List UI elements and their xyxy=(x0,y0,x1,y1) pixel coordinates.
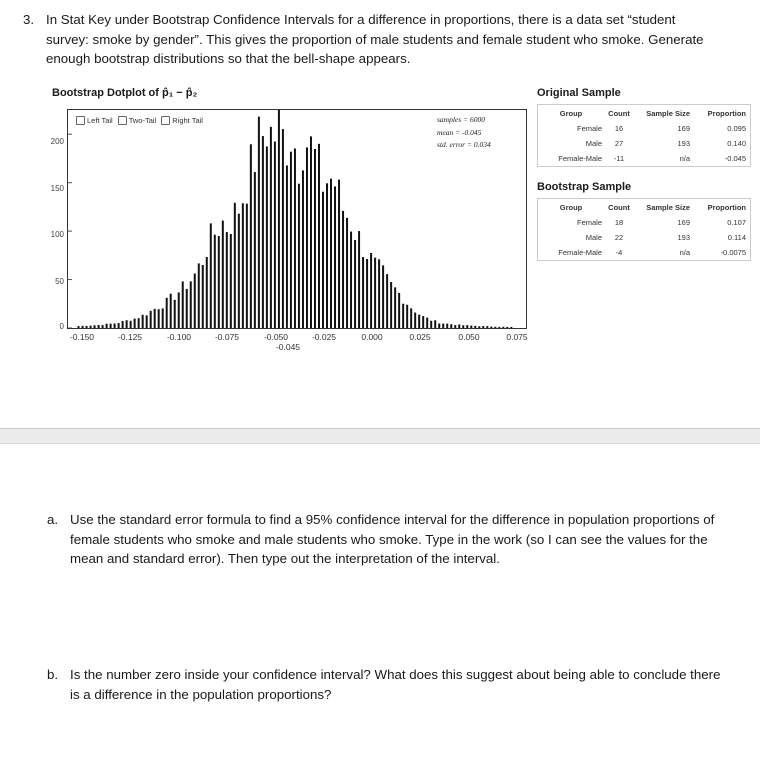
dotplot-bar xyxy=(494,327,496,328)
dotplot-bar xyxy=(506,327,508,328)
section-divider xyxy=(0,428,760,444)
x-tick-label: -0.075 xyxy=(214,332,240,342)
table-row xyxy=(538,245,750,260)
dotplot-bar xyxy=(474,326,476,328)
dotplot-bar xyxy=(322,192,324,328)
dotplot-bar xyxy=(290,152,292,328)
dotplot-bar xyxy=(466,325,468,328)
dotplot-bar xyxy=(154,309,156,328)
dotplot-bar xyxy=(226,232,228,328)
dotplot-bar xyxy=(142,315,144,328)
dotplot-bar xyxy=(274,142,276,328)
dotplot-bar xyxy=(150,311,152,328)
mean-stat: mean = -0.045 xyxy=(437,127,482,137)
dotplot-bar xyxy=(462,325,464,328)
dotplot-bar xyxy=(434,320,436,328)
y-tick-label: 150 xyxy=(50,184,64,193)
question-3-text: In Stat Key under Bootstrap Confidence Intervals for a difference in proportions, there is a data set “student survey: smoke by gender”. This gives the proportion of male students and female student who smoke. Generate enough bootstrap distributions so that the bell-shape appears. xyxy=(46,12,704,66)
bootstrap-sample-table xyxy=(537,198,751,261)
table-row xyxy=(538,136,750,151)
dotplot-bar xyxy=(230,234,232,328)
dotplot-bar xyxy=(234,203,236,328)
dotplot-bar xyxy=(454,325,456,328)
cell-group: Male xyxy=(585,139,602,148)
dotplot-bar xyxy=(94,325,96,328)
dotplot-bar xyxy=(478,326,480,328)
table-row xyxy=(538,121,750,136)
header-proportion: Proportion xyxy=(707,202,746,212)
cell-group: Male xyxy=(585,233,602,242)
dotplot-bar xyxy=(286,165,288,328)
question-a-text: Use the standard error formula to find a 95% confidence interval for the difference in population proportions of female students who smoke and male students who smoke. Type in the work (so I can see the values for the mean and standard error). Then type out the interpretation of the interval. xyxy=(70,512,715,566)
dotplot-bar xyxy=(386,274,388,328)
original-sample-table xyxy=(537,104,751,167)
dotplot-bar xyxy=(210,223,212,328)
dotplot-bar xyxy=(342,211,344,328)
dotplot-bar xyxy=(414,313,416,328)
dotplot-bar xyxy=(246,204,248,328)
dotplot-bar xyxy=(162,308,164,328)
dotplot-bar xyxy=(502,327,504,328)
cell-sample-size: n/a xyxy=(679,154,690,163)
dotplot-bar xyxy=(310,136,312,328)
dotplot-bar xyxy=(362,257,364,328)
checkbox-icon[interactable] xyxy=(76,116,85,125)
table-header-row xyxy=(538,199,750,215)
two-tail-label: Two-Tail xyxy=(128,116,157,125)
table-row xyxy=(538,215,750,230)
cell-count: -11 xyxy=(613,154,625,163)
cell-group: Female xyxy=(576,218,602,227)
dotplot-bar xyxy=(278,110,280,328)
dotplot-bar xyxy=(298,184,300,328)
dotplot-bar xyxy=(330,179,332,328)
header-sample-size: Sample Size xyxy=(646,202,690,212)
dotplot-bar xyxy=(166,298,168,328)
cell-proportion: 0.140 xyxy=(727,139,746,148)
cell-proportion: -0.0075 xyxy=(720,248,746,257)
y-tick-label: 0 xyxy=(59,322,64,331)
dotplot-bar xyxy=(262,136,264,328)
dotplot-bar xyxy=(146,315,148,328)
dotplot-bar xyxy=(202,265,204,328)
x-tick-label: 0.000 xyxy=(361,332,383,342)
dotplot-bar xyxy=(250,144,252,328)
dotplot-bar xyxy=(334,186,336,328)
dotplot-bar xyxy=(326,183,328,328)
dotplot-bar xyxy=(314,149,316,328)
cell-count: 22 xyxy=(614,233,624,242)
question-b-letter: b. xyxy=(47,667,59,682)
dotplot-bar xyxy=(134,319,136,328)
y-tick-label: 100 xyxy=(50,230,64,239)
right-tail-label: Right Tail xyxy=(172,116,203,125)
dotplot-bar xyxy=(242,203,244,328)
cell-sample-size: 169 xyxy=(677,124,690,133)
dotplot-bar xyxy=(178,292,180,328)
std-error-stat: std. error = 0.034 xyxy=(437,140,491,149)
dotplot-bar xyxy=(406,305,408,328)
dotplot-bar xyxy=(206,257,208,328)
dotplot-bar xyxy=(370,253,372,328)
x-tick-label: 0.050 xyxy=(458,332,480,342)
samples-stat: samples = 6000 xyxy=(437,115,485,124)
table-header-row xyxy=(538,105,750,121)
dotplot-bar xyxy=(238,214,240,328)
dotplot-bar xyxy=(306,147,308,328)
dotplot-bar xyxy=(422,316,424,328)
bootstrap-sample-title: Bootstrap Sample xyxy=(537,181,632,193)
dotplot-bar xyxy=(338,180,340,328)
dotplot-bar xyxy=(222,221,224,328)
dotplot-bar xyxy=(170,294,172,328)
dotplot-bar xyxy=(138,318,140,328)
dotplot-bar xyxy=(430,321,432,328)
dotplot-bar xyxy=(106,324,108,328)
dotplot-bar xyxy=(382,265,384,328)
dotplot-bar xyxy=(114,324,116,328)
header-count: Count xyxy=(608,108,630,118)
question-b-text: Is the number zero inside your confidence interval? What does this suggest about being able to conclude there is a difference in the population proportions? xyxy=(70,667,721,702)
dotplot-bar xyxy=(302,170,304,328)
dotplot-bar xyxy=(394,287,396,328)
header-group: Group xyxy=(559,108,583,118)
x-tick-label: 0.025 xyxy=(409,332,431,342)
x-tick-label: -0.150 xyxy=(69,332,95,342)
dotplot-bar xyxy=(366,259,368,328)
cell-proportion: 0.114 xyxy=(727,233,746,242)
dotplot-bar xyxy=(294,148,296,328)
dotplot-bar xyxy=(174,300,176,328)
dotplot-bar xyxy=(374,258,376,328)
dotplot-bar xyxy=(450,324,452,328)
dotplot-bar xyxy=(122,321,124,328)
cell-proportion: -0.045 xyxy=(724,154,746,163)
cell-count: -4 xyxy=(615,248,623,257)
dotplot-bar xyxy=(82,326,84,328)
dotplot-bar xyxy=(270,127,272,328)
dotplot-bar xyxy=(470,326,472,328)
dotplot-bar xyxy=(86,326,88,328)
dotplot-bar xyxy=(190,281,192,328)
dotplot-bar xyxy=(410,308,412,328)
x-tick-label: -0.100 xyxy=(166,332,192,342)
right-tail-checkbox[interactable] xyxy=(161,116,203,125)
dotplot-bar xyxy=(130,321,132,328)
dotplot-bar xyxy=(158,309,160,328)
cell-sample-size: 193 xyxy=(677,233,690,242)
dotplot-bar xyxy=(110,324,112,328)
dotplot-bar xyxy=(378,259,380,328)
cell-group: Female xyxy=(576,124,602,133)
dotplot-bar xyxy=(182,281,184,328)
cell-proportion: 0.107 xyxy=(727,218,746,227)
x-tick-label: 0.075 xyxy=(506,332,528,342)
cell-group: Female-Male xyxy=(558,154,602,163)
dotplot-bar xyxy=(350,232,352,328)
left-tail-label: Left Tail xyxy=(87,116,113,125)
question-3-number: 3. xyxy=(23,12,35,27)
dotplot-bar xyxy=(510,327,512,328)
question-a-letter: a. xyxy=(47,512,59,527)
dotplot-bar xyxy=(118,323,120,328)
dotplot-bar xyxy=(218,236,220,328)
dotplot-bar xyxy=(418,315,420,328)
summary-stats xyxy=(437,114,491,152)
dotplot-bar xyxy=(186,289,188,328)
dotplot-bar xyxy=(398,293,400,328)
cell-sample-size: 169 xyxy=(677,218,690,227)
dotplot-bar xyxy=(458,324,460,328)
table-row xyxy=(538,151,750,166)
dotplot-bar xyxy=(282,129,284,328)
dotplot-bar xyxy=(358,231,360,328)
header-count: Count xyxy=(608,202,630,212)
cell-count: 16 xyxy=(614,124,624,133)
dotplot-bar xyxy=(214,235,216,328)
dotplot-bar xyxy=(102,325,104,328)
dotplot-bar xyxy=(438,324,440,328)
dotplot-bar xyxy=(402,304,404,328)
dotplot-bar xyxy=(486,326,488,328)
header-sample-size: Sample Size xyxy=(646,108,690,118)
checkbox-icon[interactable] xyxy=(161,116,170,125)
dotplot-bar xyxy=(90,326,92,328)
dotplot-bar xyxy=(258,117,260,328)
left-tail-checkbox[interactable] xyxy=(76,116,113,125)
cell-group: Female-Male xyxy=(558,248,602,257)
x-tick-label: -0.050 xyxy=(263,332,289,342)
dotplot-bar xyxy=(126,320,128,328)
cell-sample-size: n/a xyxy=(679,248,690,257)
dotplot-bar xyxy=(78,326,80,328)
tail-options xyxy=(76,116,203,125)
dotplot-bar xyxy=(426,318,428,328)
y-tick-label: 50 xyxy=(55,277,64,286)
dotplot-bar xyxy=(498,327,500,328)
dotplot-bar xyxy=(390,282,392,328)
dotplot-bar xyxy=(346,218,348,328)
checkbox-icon[interactable] xyxy=(118,116,127,125)
dotplot-bar xyxy=(266,146,268,328)
header-group: Group xyxy=(559,202,583,212)
mean-marker-label: -0.045 xyxy=(275,342,301,352)
cell-sample-size: 193 xyxy=(677,139,690,148)
dotplot-bar xyxy=(254,172,256,328)
y-tick-label: 200 xyxy=(50,137,64,146)
x-tick-label: -0.025 xyxy=(311,332,337,342)
dotplot-bar xyxy=(490,327,492,328)
dotplot-bar xyxy=(318,144,320,328)
cell-count: 27 xyxy=(614,139,624,148)
dotplot-bar xyxy=(446,324,448,328)
dotplot-bar xyxy=(482,326,484,328)
original-sample-title: Original Sample xyxy=(537,87,621,99)
x-tick-label: -0.125 xyxy=(117,332,143,342)
dotplot-bar xyxy=(194,274,196,328)
dotplot-bar xyxy=(354,240,356,328)
two-tail-checkbox[interactable] xyxy=(118,116,157,125)
cell-proportion: 0.095 xyxy=(727,124,746,133)
dotplot-bar xyxy=(98,325,100,328)
cell-count: 18 xyxy=(614,218,624,227)
dotplot-bar xyxy=(442,324,444,328)
header-proportion: Proportion xyxy=(707,108,746,118)
dotplot-bar xyxy=(198,263,200,328)
plot-title: Bootstrap Dotplot of p̂₁ − p̂₂ xyxy=(52,87,198,99)
table-row xyxy=(538,230,750,245)
